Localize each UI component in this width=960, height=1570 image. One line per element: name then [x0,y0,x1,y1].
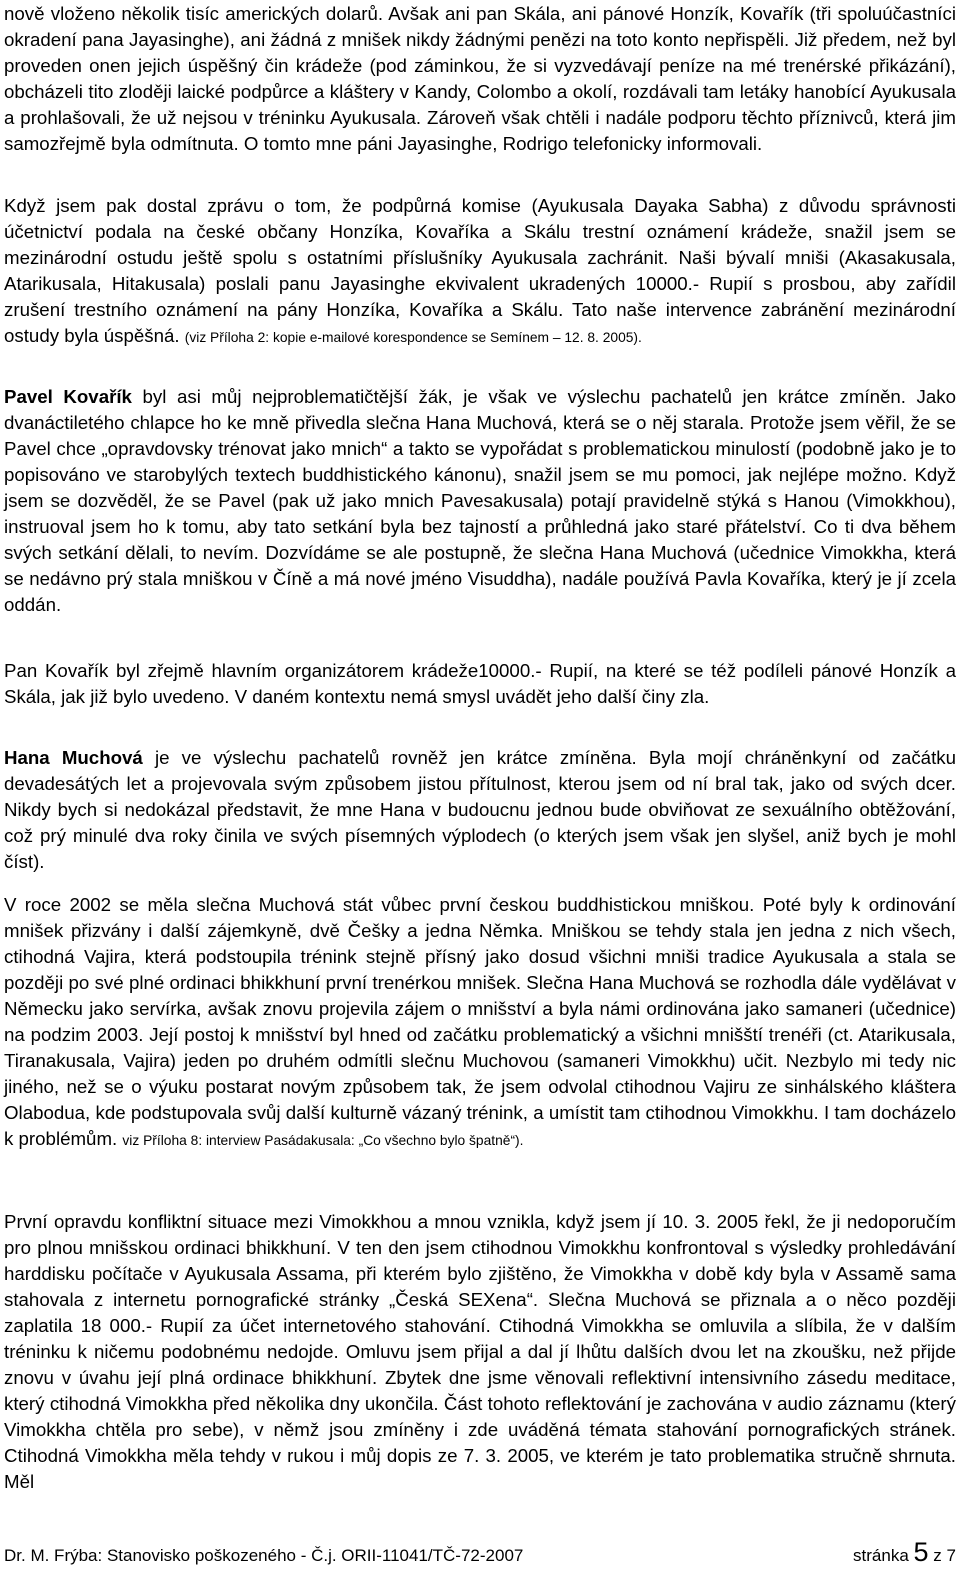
page-prefix: stránka [853,1546,909,1565]
paragraph-text: je ve výslechu pachatelů rovněž jen krátce zmíněna. Byla mojí chráněnkyní od začátku devadesátých let a projevovala svým způsobem jistou přítulnost, kterou jsem od ní bral tak, jako od svých dcer. Nikdy bych si nedokázal představit, že mne Hana v budoucnu jednou bude obviňovat ze sexuálního obtěžování, což prý minulé dva roky činila ve svých písemných výplodech (o kterých jsem však jen slyšel, aniž bych je mohl číst). [4,747,956,872]
page-total: 7 [946,1546,956,1565]
attachment-reference: (viz Příloha 2: kopie e-mailové korespondence se Semínem – 12. 8. 2005). [184,330,642,345]
paragraph-2 [4,193,956,349]
paragraph-4 [4,658,956,710]
paragraph-text: nově vloženo několik tisíc amerických dolarů. Avšak ani pan Skála, ani pánové Honzík, Kovařík (tři spoluúčastníci okradení pana Jayasinghe), ani žádná z mnišek nikdy žádnými penězi na toto konto nepřispěli. Již předem, než byl proveden onen jejich úspěšný čin krádeže (pod záminkou, že si vyzvedávají peníze na mé trenérské přikázání), obcházeli tito zloději laické podpůrce a kláštery v Kandy, Colombo a okolí, rozdávali tam letáky hanobící Ayukusala a prohlašovali, že už nejsou v tréninku Ayukusala. Zároveň však chtěli i nadále podporu těchto příznivců, která jim samozřejmě byla odmítnuta. O tomto mne páni Jayasinghe, Rodrigo telefonicky informovali. [4,3,956,154]
person-name-heading: Hana Muchová [4,747,143,768]
person-name-heading: Pavel Kovařík [4,386,132,407]
paragraph-text: Pan Kovařík byl zřejmě hlavním organizátorem krádeže10000.- Rupií, na které se též podíleli pánové Honzík a Skála, jak již bylo uvedeno. V daném kontextu nemá smysl uvádět jeho další činy zla. [4,660,956,707]
paragraph-7 [4,1209,956,1495]
page-footer [4,1538,956,1566]
paragraph-text: První opravdu konfliktní situace mezi Vimokkhou a mnou vznikla, když jsem jí 10. 3. 2005 řekl, že ji nedoporučím pro plnou mnišskou ordinaci bhikkhuní. V ten den jsem ctihodnou Vimokkhu konfrontoval s výsledky prohledávání harddisku počítače v Ayukusala Assama, při kterém bylo zjištěno, že Vimokkha v době kdy byla v Assamě sama stahovala z internetu pornografické stránky „Česká SEXena“. Slečna Muchová se přiznala a o něco později zaplatila 18 000.- Rupií za účet internetového stahování. Ctihodná Vimokkha se omluvila a slíbila, že v dalším tréninku k ničemu podobnému nedojde. Omluvu jsem přijal a dal jí lhůtu dalších dvou let na zkoušku, než přijde znovu v úvahu její plná ordinace bhikkhuní. Zbytek dne jsme věnovali reflektivní intensivního zásedu meditace, který ctihodná Vimokkha před několika dny ukončila. Část tohoto reflektování je zachována v audio záznamu (který Vimokkha chtěla pro sebe), v němž jsou zmíněny i zde uváděná témata stahování pornografických stránek. Ctihodná Vimokkha měla tehdy v rukou i můj dopis ze 7. 3. 2005, ve kterém je tato problematika stručně shrnuta. Měl [4,1211,956,1492]
page-separator: z [933,1546,942,1565]
paragraph-3 [4,384,956,618]
page-number: 5 [913,1537,929,1567]
footer-document-reference: Dr. M. Frýba: Stanovisko poškozeného - Č.j. ORII-11041/TČ-72-2007 [4,1546,524,1565]
attachment-reference: viz Příloha 8: interview Pasádakusala: „Co všechno bylo špatně“). [122,1133,524,1148]
paragraph-text: Když jsem pak dostal zprávu o tom, že podpůrná komise (Ayukusala Dayaka Sabha) z důvodu správnosti účetnictví podala na české občany Honzíka, Kovaříka a Skálu trestní oznámení krádeže, snažil jsem se mezinárodní ostudu ještě spolu s ostatními příslušníky Ayukusala zachránit. Naši bývalí mniši (Akasakusala, Atarikusala, Hitakusala) poslali panu Jayasinghe ekvivalent ukradených 10000.- Rupií s prosbou, aby zařídil zrušení trestního oznámení na pány Honzíka, Kovaříka a Skálu. Tato naše intervence zabránění mezinárodní ostudy byla úspěšná. [4,195,956,346]
paragraph-5 [4,745,956,875]
paragraph-1 [4,1,956,157]
paragraph-text: byl asi můj nejproblematičtější žák, je však ve výslechu pachatelů jen krátce zmíněn. Jako dvanáctiletého chlapce ho ke mně přivedla slečna Hana Muchová, která se o něj starala. Protože jsem věřil, že se Pavel chce „opravdovsky trénovat jako mnich“ a takto se vypořádat s problematickou minulostí (podobně jako je to popisováno ve starobylých textech buddhistického kánonu), snažil jsem se mu pomoci, jak nejlépe možno. Když jsem se dozvěděl, že se Pavel (pak už jako mnich Pavesakusala) potají pravidelně stýká s Hanou (Vimokkhou), instruoval jsem ho k tomu, aby tato setkání byla bez tajností a průhledná jako staré přátelství. Co ti dva během svých setkání dělali, to nevím. Dozvídáme se ale postupně, že slečna Hana Muchová (učednice Vimokkha, která se nedávno prý stala mniškou v Číně a má nové jméno Visuddha), nadále používá Pavla Kovaříka, který je jí zcela oddán. [4,386,956,615]
page-number-indicator [853,1539,956,1566]
paragraph-text: V roce 2002 se měla slečna Muchová stát vůbec první českou buddhistickou mniškou. Poté byly k ordinování mnišek přizvány i další zájemkyně, dvě Češky a jedna Němka. Mniškou se tehdy stala jen jedna z nich všech, ctihodná Vajira, která podstoupila trénink stejně přísný jako dosud všichni mniši tradice Ayukusala a stala se později po své plné ordinaci bhikkhuní první trenérkou mnišek. Slečna Hana Muchová se rozhodla dále vydělávat v Německu jako servírka, avšak znovu projevila zájem o mnišství a byla námi ordinována jako samaneri (učednice) na podzim 2003. Její postoj k mnišství byl hned od začátku problematický a všichni mnišští trenéři (ct. Atarikusala, Tiranakusala, Vajira) jeden po druhém odmítli slečnu Muchovou (samaneri Vimokkhu) učit. Nezbylo mi tedy nic jiného, než se o výuku postarat novým způsobem tak, že jsem odvolal ctihodnou Vajiru ze sinhálského kláštera Olabodua, kde podstupovala svůj další kulturně vázaný trénink, a umístit tam ctihodnou Vimokkhu. I tam docházelo k problémům. [4,894,956,1149]
paragraph-6 [4,892,956,1152]
